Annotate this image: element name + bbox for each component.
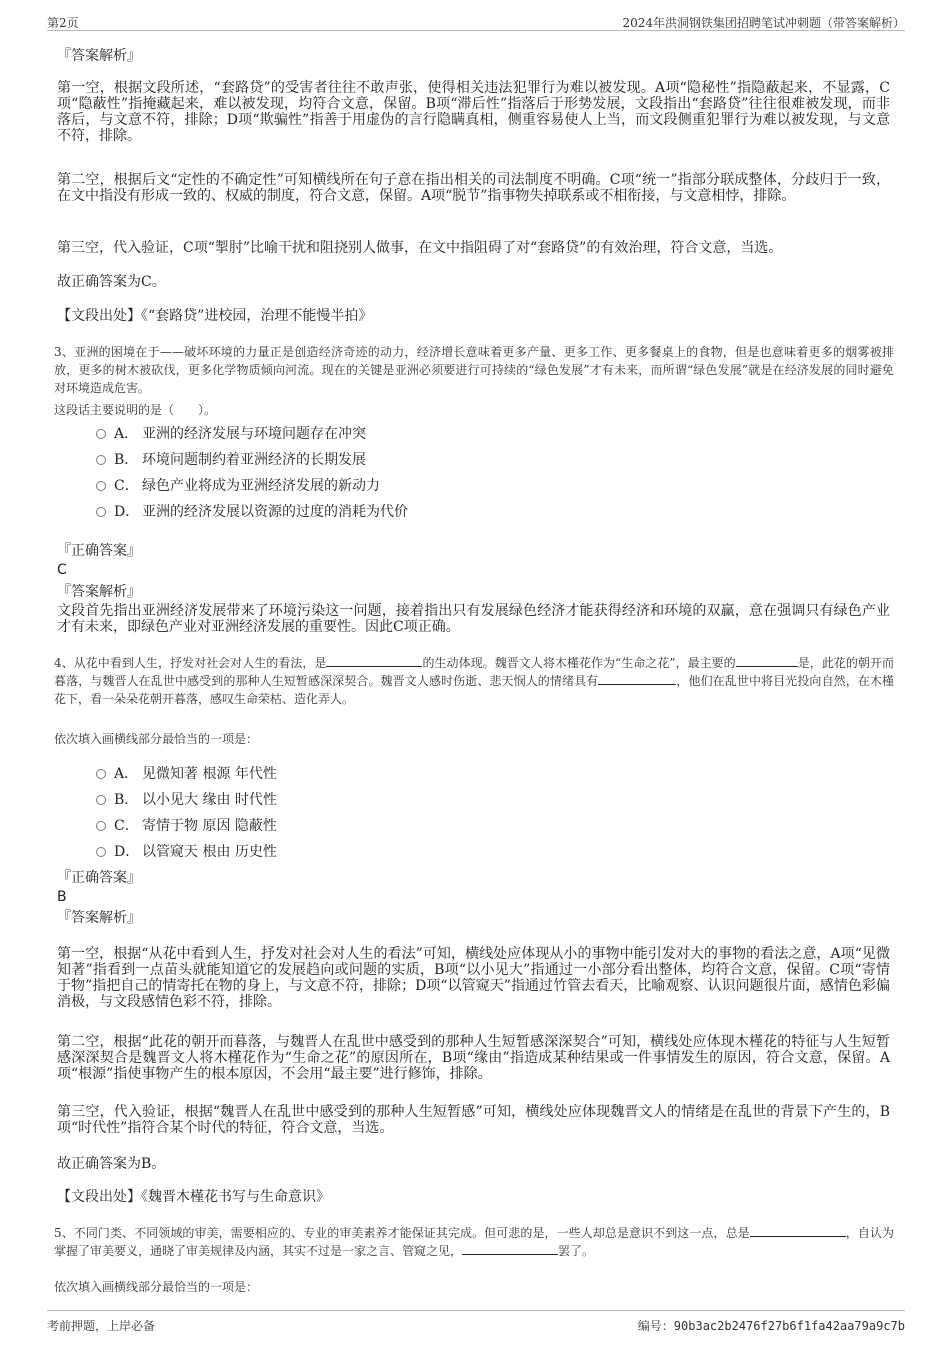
question-stem: 5、不同门类、不同领域的审美，需要相应的、专业的审美素养才能保证其完成。但可悲的是，一些人却总是意识不到这一点，总是 ，自认为掌握了审美要义，通晓了审美规律及内涵，其实不过是一家之言、管窥之见， 罢了。 xyxy=(54,1226,894,1258)
document-title: 2024年洪洞钢铁集团招聘笔试冲刺题（带答案解析） xyxy=(622,16,905,30)
fill-blank xyxy=(462,1242,558,1255)
option-d[interactable]: D． 以管窥天 根由 历史性 xyxy=(96,842,277,862)
analysis-paragraph: 第二空，根据后文“定性的不确定性”可知横线所在句子意在指出相关的司法制度不明确。C项“统一”指部分联成整体，分歧归于一致，在文中指没有形成一致的、权威的制度，符合文意，保留。A项“脱节”指事物失掉联系或不相衔接，与文意相悖，排除。 xyxy=(57,172,890,204)
question-stem: 3、亚洲的困境在于——破坏环境的力量正是创造经济奇迹的动力，经济增长意味着更多产量、更多工作、更多餐桌上的食物，但是也意味着更多的烟雾被排放，更多的树木被砍伐，更多化学物质倾向河流。现在的关键是亚洲必须要进行可持续的“绿色发展”才有未来，而所谓“绿色发展”就是在经济发展的同时避免对环境造成危害。 xyxy=(54,345,894,395)
document-code: 编号：90b3ac2b2476f27b6f1fa42aa79a9c7b xyxy=(637,1319,905,1333)
analysis-paragraph: 第二空，根据“此花的朝开而暮落，与魏晋人在乱世中感受到的那种人生短暂感深深契合”可知，横线处应体现木槿花的特征与人生短暂感深深契合是魏晋文人将木槿花作为“生命之花”的原因所在，B项“缘由”指造成某种结果或一件事情发生的原因，符合文意，保留。A项“根源”指使事物产生的根本原因，不会用“最主要”进行修饰，排除。 xyxy=(57,1034,890,1082)
radio-icon[interactable] xyxy=(96,821,106,831)
question-stem: 4、从花中看到人生，抒发对社会对人生的看法，是 的生动体现。魏晋文人将木槿花作为“生命之花”，最主要的 是，此花的朝开而暮落，与魏晋人在乱世中感受到的那种人生短暂感深深契合。魏晋文人感时伤逝、悲天悯人的情绪具有 ，他们在乱世中将目光投向自然，在木槿花下，看一朵朵花朝开暮落，感叹生命荣枯、造化弄人。 xyxy=(54,656,894,706)
option-b[interactable]: B． 以小见大 缘由 时代性 xyxy=(96,790,277,810)
option-a[interactable]: A． 亚洲的经济发展与环境问题存在冲突 xyxy=(96,424,366,444)
radio-icon[interactable] xyxy=(96,795,106,805)
fill-blank xyxy=(598,672,676,685)
analysis-paragraph: 第三空，代入验证，C项“掣肘”比喻干扰和阻挠别人做事，在文中指阻碍了对“套路贷”的有效治理，符合文意，当选。 xyxy=(57,240,783,256)
page-number: 第2页 xyxy=(47,16,79,30)
answer-label: 『正确答案』 xyxy=(57,870,141,886)
question-prompt: 这段话主要说明的是（ ）。 xyxy=(54,403,217,417)
answer-label: 『正确答案』 xyxy=(57,543,141,559)
option-c[interactable]: C． 绿色产业将成为亚洲经济发展的新动力 xyxy=(96,476,380,496)
option-a[interactable]: A． 见微知著 根源 年代性 xyxy=(96,764,277,784)
option-c[interactable]: C． 寄情于物 原因 隐蔽性 xyxy=(96,816,277,836)
fill-blank xyxy=(750,1224,846,1237)
radio-icon[interactable] xyxy=(96,769,106,779)
analysis-label: 『答案解析』 xyxy=(57,584,141,600)
analysis-paragraph: 第一空，根据“从花中看到人生，抒发对社会对人生的看法”可知，横线处应体现从小的事物中能引发对大的事物的看法之意，A项“见微知著”指看到一点苗头就能知道它的发展趋向或问题的实质，B项“以小见大”指通过一小部分看出整体，均符合文意，保留。C项“寄情于物”指把自己的情寄托在物的身上，与文意不符，排除；D项“以管窥天”指通过竹管去看天，比喻观察、认识问题很片面，感情色彩偏消极，与文段感情色彩不符，排除。 xyxy=(57,946,890,1010)
analysis-label: 『答案解析』 xyxy=(57,910,141,926)
analysis-conclusion: 故正确答案为B。 xyxy=(57,1156,166,1172)
analysis-label: 『答案解析』 xyxy=(57,48,141,64)
fill-blank xyxy=(326,654,422,667)
analysis-paragraph: 第一空，根据文段所述，“套路贷”的受害者往往不敢声张，使得相关违法犯罪行为难以被发现。A项“隐秘性”指隐蔽起来，不显露，C项“隐蔽性”指掩藏起来，难以被发现，均符合文意，保留。B项“滞后性”指落后于形势发展，文段指出“套路贷”往往很难被发现，而非落后，与文意不符，排除；D项“欺骗性”指善于用虚伪的言行隐瞒真相，侧重容易使人上当，而文段侧重犯罪行为难以被发现，与文意不符，排除。 xyxy=(57,80,890,144)
option-b[interactable]: B． 环境问题制约着亚洲经济的长期发展 xyxy=(96,450,366,470)
analysis-paragraph: 第三空，代入验证，根据“魏晋人在乱世中感受到的那种人生短暂感”可知，横线处应体现魏晋文人的情绪是在乱世的背景下产生的，B项“时代性”指符合某个时代的特征，符合文意，当选。 xyxy=(57,1104,890,1136)
radio-icon[interactable] xyxy=(96,455,106,465)
page-header xyxy=(47,10,905,31)
analysis-conclusion: 故正确答案为C。 xyxy=(57,274,166,290)
radio-icon[interactable] xyxy=(96,847,106,857)
radio-icon[interactable] xyxy=(96,481,106,491)
fill-blank xyxy=(736,654,798,667)
page-footer xyxy=(47,1310,905,1335)
option-d[interactable]: D． 亚洲的经济发展以资源的过度的消耗为代价 xyxy=(96,502,408,522)
source-citation: 【文段出处】《“套路贷”进校园，治理不能慢半拍》 xyxy=(57,308,373,324)
analysis-paragraph: 文段首先指出亚洲经济发展带来了环境污染这一问题，接着指出只有发展绿色经济才能获得经济和环境的双赢，意在强调只有绿色产业才有未来，即绿色产业对亚洲经济发展的重要性。因此C项正确。 xyxy=(57,603,890,635)
question-prompt: 依次填入画横线部分最恰当的一项是： xyxy=(54,1280,259,1294)
question-prompt: 依次填入画横线部分最恰当的一项是： xyxy=(54,732,259,746)
correct-answer: B xyxy=(57,889,67,905)
source-citation: 【文段出处】《魏晋木槿花书写与生命意识》 xyxy=(57,1189,330,1205)
radio-icon[interactable] xyxy=(96,507,106,517)
correct-answer: C xyxy=(57,562,67,578)
footer-slogan: 考前押题，上岸必备 xyxy=(47,1319,156,1333)
radio-icon[interactable] xyxy=(96,429,106,439)
